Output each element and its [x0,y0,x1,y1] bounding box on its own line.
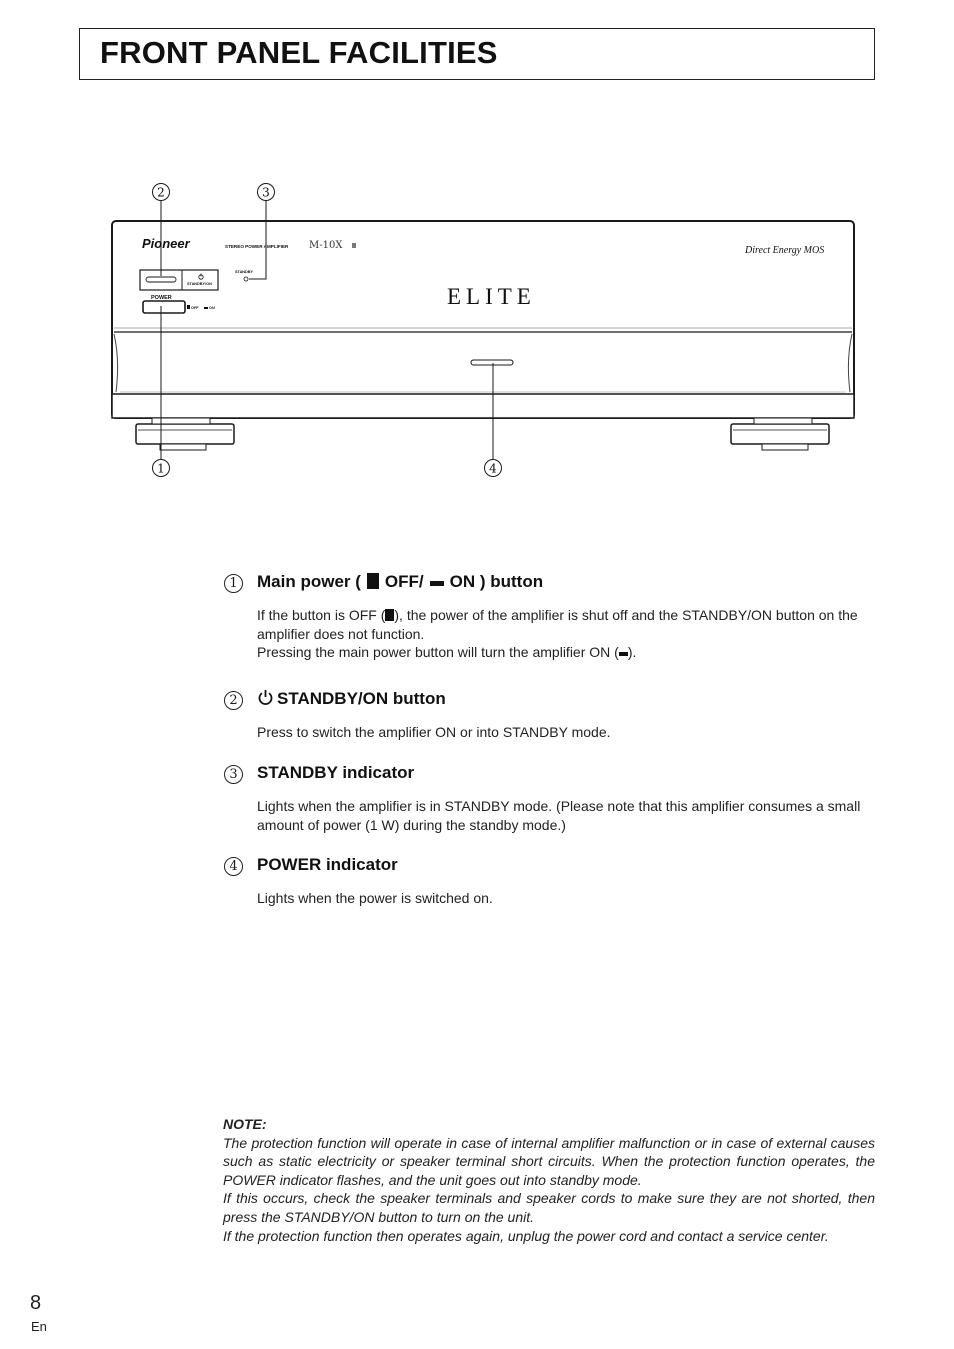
item-desc-power-indicator: Lights when the power is switched on. [257,890,493,906]
item-desc-standby-indicator: Lights when the amplifier is in STANDBY mode. (Please note that this amplifier consumes a small amount of power (1 W) during the standby mode.) [257,798,861,833]
page-language: En [31,1319,47,1334]
note-paragraph: If the protection function then operates again, unplug the power cord and contact a service center. [223,1227,829,1244]
item-title-main-power: Main power ( OFF/ ON ) button [257,572,544,591]
callout-2 [153,184,170,201]
page-title: FRONT PANEL FACILITIES [100,35,498,70]
page-number: 8 [30,1292,42,1314]
callout-4 [485,460,502,477]
item-number-1: 1 [224,574,243,593]
brand-logo: Pioneer [142,236,190,251]
amplifier-bottom-strip [112,394,854,418]
callout-1 [153,460,170,477]
amplifier-front-panel-diagram [0,0,954,520]
note-paragraph: If this occurs, check the speaker terminals and speaker cords to make sure they are not shorted, then press the STANDBY/ON button to turn on the unit. [223,1190,875,1225]
svg-text:3: 3 [262,185,270,200]
svg-text:4: 4 [489,461,497,476]
standby-indicator-label: STANDBY [235,270,254,274]
on-symbol-icon [430,581,444,586]
right-foot [731,424,829,444]
callout-3 [258,184,275,201]
power-indicator [471,360,513,365]
item-number-2: 2 [224,691,243,710]
main-power-button [143,301,185,313]
on-label: ON [209,306,215,310]
left-foot [136,424,234,444]
item-number-4: 4 [224,857,243,876]
item-title-power-indicator: POWER indicator [257,855,398,874]
item-number-3: 3 [224,765,243,784]
power-icon [257,689,274,706]
power-label: POWER [151,295,172,301]
note-label: NOTE: [223,1116,267,1132]
standby-indicator-led [244,277,248,281]
item-desc-main-power: If the button is OFF ( ), the power of the amplifier is shut off and the STANDBY/ON button on the amplifier does not function. Pressing the main power button will turn the amplifier ON ( ). [257,607,858,661]
tagline: Direct Energy MOS [745,245,825,256]
svg-text:2: 2 [157,185,165,200]
model-name: M-10X [309,240,343,251]
item-desc-standby-on: Press to switch the amplifier ON or into STANDBY mode. [257,724,611,740]
note-section [223,1115,875,1245]
on-symbol-icon [619,652,628,656]
svg-text:1: 1 [157,461,165,476]
standby-on-label: STANDBY/ON [187,282,212,286]
product-type: STEREO POWER AMPLIFIER [225,244,289,249]
amplifier-body [112,221,854,418]
off-symbol-icon [367,573,379,589]
off-label: OFF [191,306,199,310]
item-title-standby-on: STANDBY/ON button [257,689,446,709]
elite-logo: ELITE [447,284,536,309]
note-paragraph: The protection function will operate in case of internal amplifier malfunction or in case of external causes such as static electricity or speaker terminal short circuits. When the protection function operates, the POWER indicator flashes, and the unit goes out into standby mode. [223,1134,875,1188]
item-title-standby-indicator: STANDBY indicator [257,763,415,782]
